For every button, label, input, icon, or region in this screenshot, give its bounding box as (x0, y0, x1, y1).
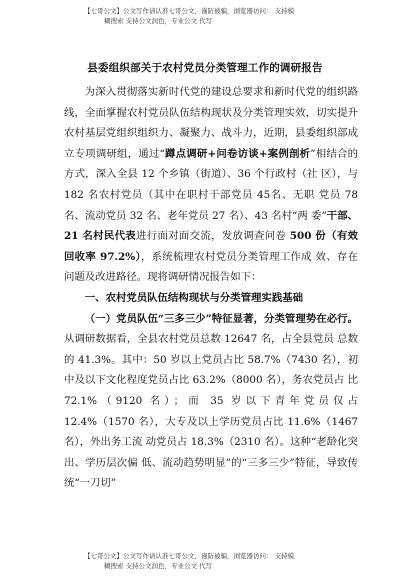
banner-line-2: 糊搜索 支持公文润色，专业公文 代写 (104, 17, 213, 25)
top-banner (84, 6, 384, 26)
intro-bold-methods: 蹲点调研+问卷访谈+案例剖析 (164, 147, 311, 160)
subsection-heading-1: （一）党员队伍“三多三少”特征显著，分类管理势在必行。 (84, 312, 358, 325)
section-heading-1: 一、农村党员队伍结构现状与分类管理实践基础 (84, 291, 303, 304)
document-title: 县委组织部关于农村党员分类管理工作的调研报告 (87, 62, 323, 74)
intro-text-4: ，系统梳理农村党员分类管理工作成 效、存在问题及改进路径。现将调研情况报告如下： (64, 250, 358, 284)
bottom-banner (84, 551, 384, 571)
intro-text-3: 进行面对面交流，发放调查问卷 (136, 230, 290, 243)
banner-line-1-bottom: 【七哥公文】公文写作请认准七哥公文，谨防被骗，浏览器访问： 支持模 (84, 552, 295, 560)
subsection-text-1: 从调研数据看，全县农村党员总数 12647 名，占全县党员 总数的 41.3%。其中：50 岁以上党员占比 58.7%（7430 名），初中及以下文化程度党员占比 63.2%（8000 名），务农党员占 比 72.1%（9120 名）；而 35 岁以下青年党员仅占 12.4%（1570 名），大专及以上学历党员占比 11.6%（1467 名），外出务工流 动党员占 18.3%（2310 名）。这种“老龄化突出、学历层次偏 低、流动趋势明显”的“三多三少”特征，导致传统“一刀切” (64, 333, 358, 490)
banner-line-2-bottom: 糊搜索 支持公文润色，专业公文 代写 (104, 562, 213, 570)
intro-text-1: 为深入贯彻落实新时代党的建设总要求和新时代党的组织路线，全面掌握农村党员队伍结构现状及分类管理实效，切实提升农村基层党组织组织力、凝聚力、战斗力，近期，县委组织部成立专项调研组，通过“ (64, 86, 358, 160)
intro-paragraph (64, 82, 358, 288)
intro-text-2: ”相结合的方式，深入全县 12 个乡镇（街道）、36 个行政村（社 区），与 182 名农村党员（其中在职村干部党员 45名、无职 党员 78 名、流动党员 32 名、老年党员 27 名）、43 名村“两 委” (64, 147, 359, 222)
subsection-paragraph-1 (64, 309, 358, 494)
document-body (64, 82, 358, 494)
intro-bold-cadres: 干部、21 名村民代表 (64, 209, 359, 243)
banner-line-1: 【七哥公文】公文写作请认准七哥公文，谨防被骗，浏览器访问： 支持模 (84, 7, 295, 15)
intro-bold-survey: 500 份（有效回收率 97.2%） (64, 230, 358, 263)
